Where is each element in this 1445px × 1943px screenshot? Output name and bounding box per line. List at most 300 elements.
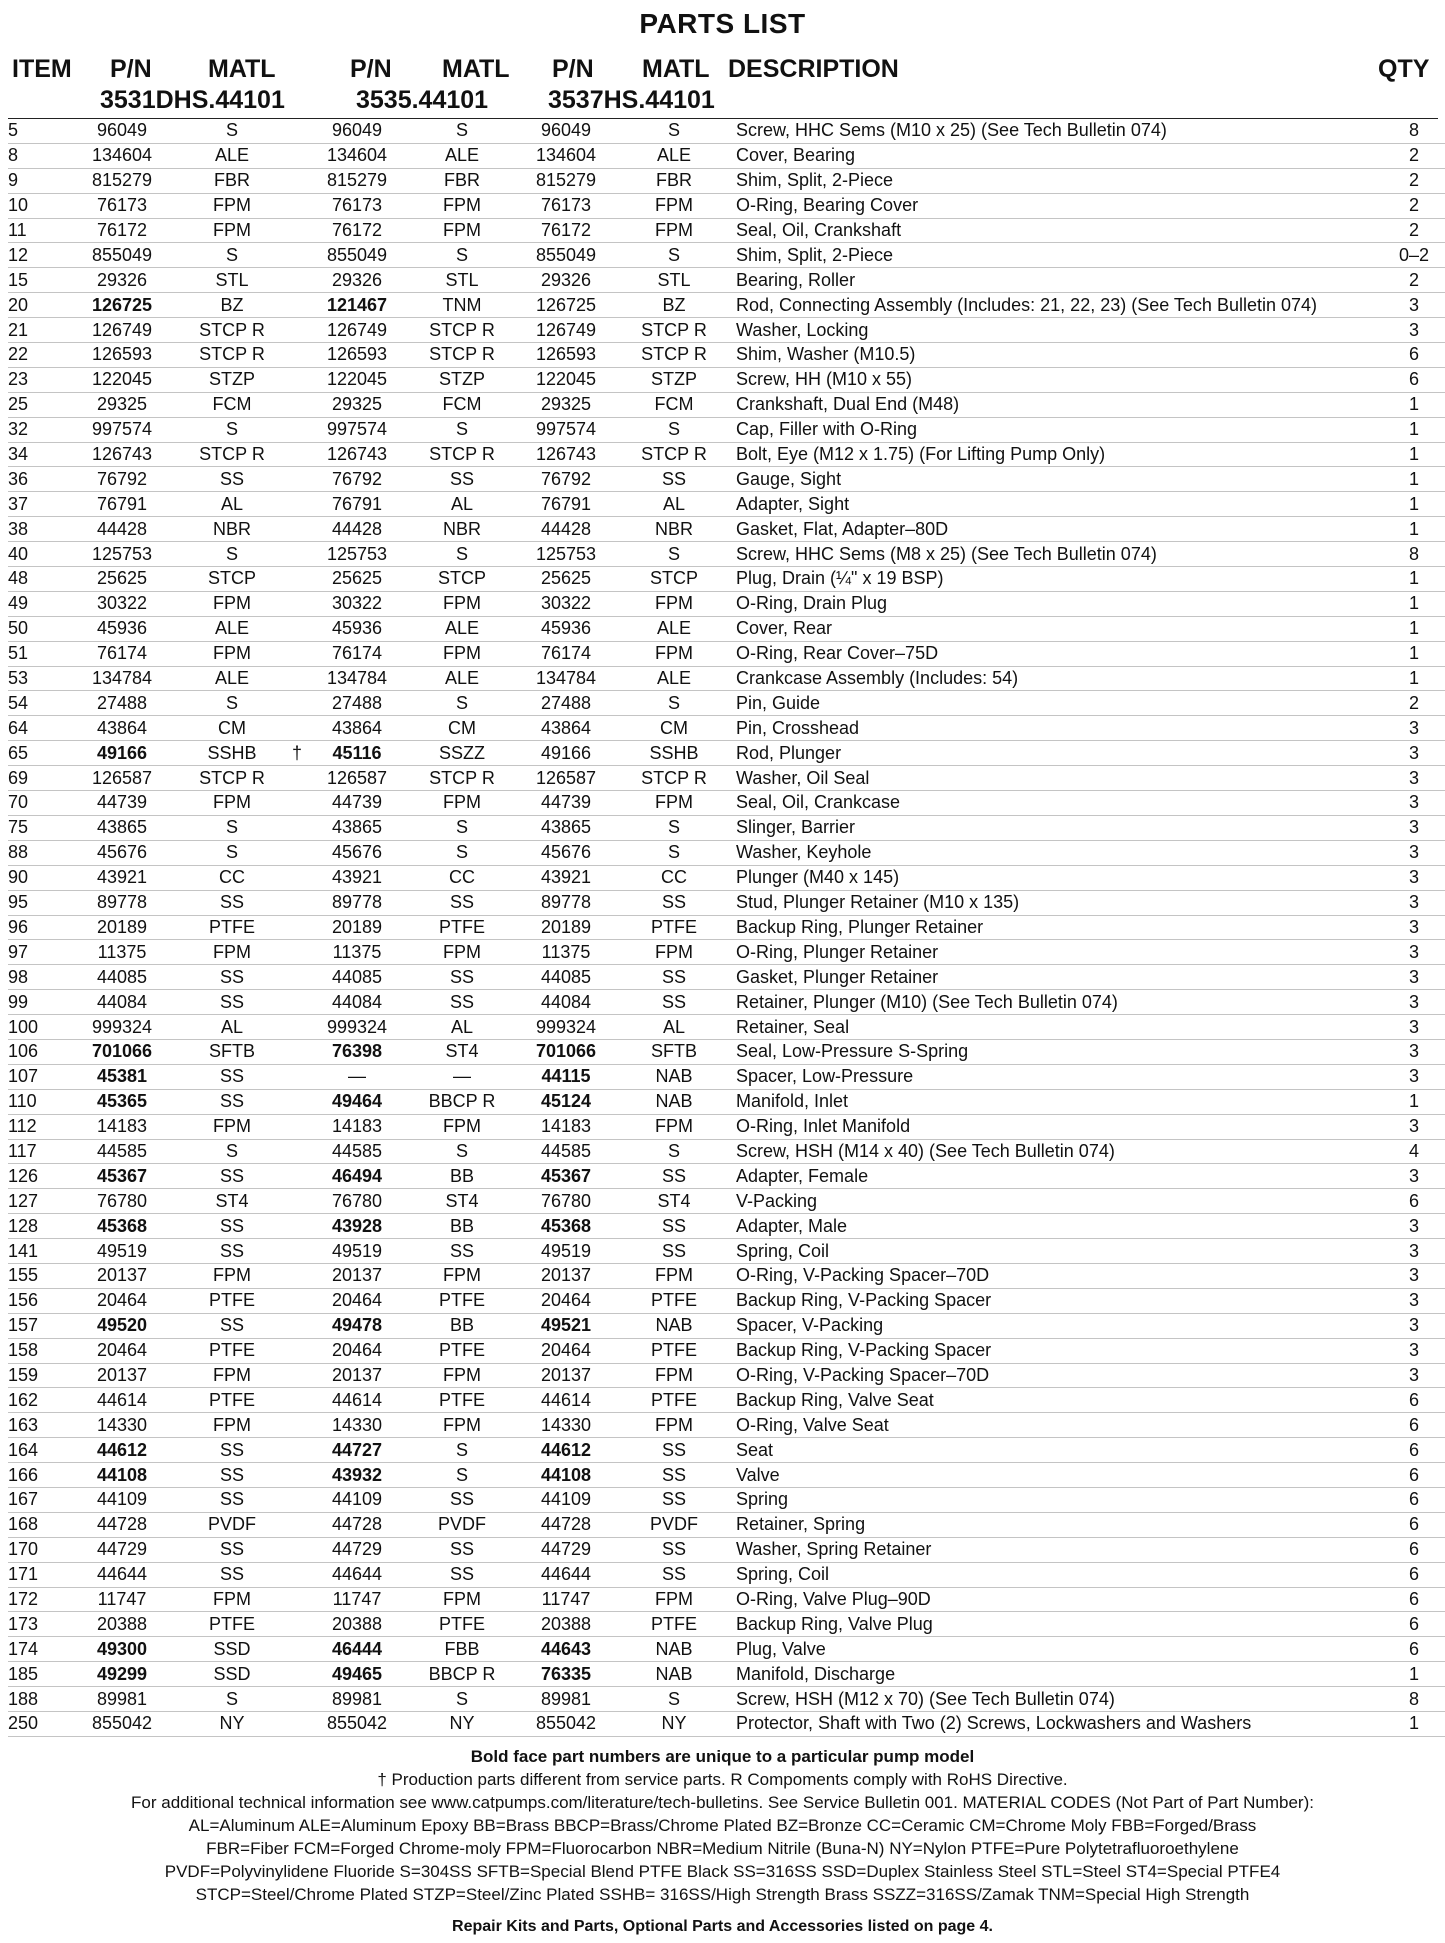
pn-3531-cell: 701066 xyxy=(66,1039,178,1064)
matl-3531-cell: STCP xyxy=(178,567,286,592)
description-cell: Slinger, Barrier xyxy=(728,815,1376,840)
dagger-cell xyxy=(286,293,308,318)
dagger-cell xyxy=(286,243,308,268)
repair-kits-note: Repair Kits and Parts, Optional Parts and Accessories listed on page 4. xyxy=(452,1918,993,1935)
matl-3537-cell: SS xyxy=(614,1487,728,1512)
pn-3531-cell: 20137 xyxy=(66,1363,178,1388)
item-cell: 164 xyxy=(8,1438,66,1463)
table-row xyxy=(8,193,1445,218)
matl-3535-cell: S xyxy=(406,1687,518,1712)
matl-3535-cell: SS xyxy=(406,1487,518,1512)
matl-3531-cell: STCP R xyxy=(178,318,286,343)
pn-3531-cell: 89981 xyxy=(66,1687,178,1712)
pn-3537-cell: 45936 xyxy=(518,616,614,641)
pn-3531-cell: 14183 xyxy=(66,1114,178,1139)
pn-3531-cell: 44585 xyxy=(66,1139,178,1164)
dagger-cell xyxy=(286,1263,308,1288)
item-cell: 155 xyxy=(8,1263,66,1288)
matl-3537-cell: PTFE xyxy=(614,1338,728,1363)
description-cell: Crankshaft, Dual End (M48) xyxy=(728,392,1376,417)
matl-3537-cell: BZ xyxy=(614,293,728,318)
matl-3537-cell: PTFE xyxy=(614,915,728,940)
matl-3531-cell: SSD xyxy=(178,1662,286,1687)
pn-3537-cell: 44108 xyxy=(518,1463,614,1488)
matl-3535-cell: BB xyxy=(406,1164,518,1189)
pn-3537-cell: 49521 xyxy=(518,1313,614,1338)
pn-3535-cell: 76792 xyxy=(308,467,406,492)
item-cell: 9 xyxy=(8,168,66,193)
pn-3537-cell: 125753 xyxy=(518,542,614,567)
qty-cell: 3 xyxy=(1376,791,1445,816)
matl-3535-cell: STZP xyxy=(406,367,518,392)
matl-3535-cell: SS xyxy=(406,1239,518,1264)
item-cell: 23 xyxy=(8,367,66,392)
matl-3531-cell: S xyxy=(178,815,286,840)
pn-3535-cell: 855049 xyxy=(308,243,406,268)
item-cell: 162 xyxy=(8,1388,66,1413)
matl-3537-cell: AL xyxy=(614,492,728,517)
pn-3535-cell: 14183 xyxy=(308,1114,406,1139)
pn-3535-cell: 46494 xyxy=(308,1164,406,1189)
matl-3531-cell: SS xyxy=(178,1562,286,1587)
pn-3535-cell: 44644 xyxy=(308,1562,406,1587)
qty-cell: 1 xyxy=(1376,641,1445,666)
dagger-cell xyxy=(286,1189,308,1214)
item-cell: 95 xyxy=(8,890,66,915)
dagger-cell xyxy=(286,517,308,542)
pn-3537-cell: 29326 xyxy=(518,268,614,293)
pn-3537-cell: 20388 xyxy=(518,1612,614,1637)
matl-3535-cell: SS xyxy=(406,1537,518,1562)
table-row xyxy=(8,517,1445,542)
matl-3531-cell: BZ xyxy=(178,293,286,318)
dagger-cell xyxy=(286,467,308,492)
matl-3535-cell: SS xyxy=(406,1562,518,1587)
matl-3535-cell: SS xyxy=(406,890,518,915)
qty-cell: 3 xyxy=(1376,1039,1445,1064)
qty-cell: 6 xyxy=(1376,343,1445,368)
matl-3537-cell: PTFE xyxy=(614,1388,728,1413)
pn-3531-cell: 89778 xyxy=(66,890,178,915)
item-cell: 168 xyxy=(8,1512,66,1537)
item-cell: 48 xyxy=(8,567,66,592)
matl-3531-cell: SS xyxy=(178,1438,286,1463)
pn-3537-cell: 20464 xyxy=(518,1288,614,1313)
pn-3531-cell: 20189 xyxy=(66,915,178,940)
table-row xyxy=(8,1687,1445,1712)
material-codes-line-1: AL=Aluminum ALE=Aluminum Epoxy BB=Brass BBCP=Brass/Chrome Plated BZ=Bronze CC=Ceramic CM=Chrome Moly FBB=Forged/Brass xyxy=(188,1816,1257,1835)
item-cell: 126 xyxy=(8,1164,66,1189)
qty-cell: 1 xyxy=(1376,666,1445,691)
matl-3535-cell: SSZZ xyxy=(406,741,518,766)
matl-3531-cell: NBR xyxy=(178,517,286,542)
pn-3531-cell: 11375 xyxy=(66,940,178,965)
description-cell: Backup Ring, Valve Seat xyxy=(728,1388,1376,1413)
pn-3535-cell: 43864 xyxy=(308,716,406,741)
dagger-cell xyxy=(286,1687,308,1712)
pn-3537-cell: 44115 xyxy=(518,1064,614,1089)
qty-cell: 2 xyxy=(1376,218,1445,243)
table-row xyxy=(8,1463,1445,1488)
matl-3531-cell: STCP R xyxy=(178,343,286,368)
description-cell: Pin, Crosshead xyxy=(728,716,1376,741)
matl-3535-cell: FPM xyxy=(406,791,518,816)
qty-cell: 3 xyxy=(1376,1313,1445,1338)
pn-3531-cell: 45368 xyxy=(66,1214,178,1239)
matl-3535-cell: S xyxy=(406,119,518,143)
item-cell: 34 xyxy=(8,442,66,467)
pn-3537-cell: 25625 xyxy=(518,567,614,592)
matl-3531-cell: SS xyxy=(178,890,286,915)
pn-3537-cell: 44729 xyxy=(518,1537,614,1562)
qty-cell: 3 xyxy=(1376,1263,1445,1288)
pn-3537-cell: 126725 xyxy=(518,293,614,318)
dagger-cell xyxy=(286,591,308,616)
pn-3535-cell: 46444 xyxy=(308,1637,406,1662)
pn-3531-cell: 49520 xyxy=(66,1313,178,1338)
dagger-cell xyxy=(286,1487,308,1512)
pn-3531-cell: 49299 xyxy=(66,1662,178,1687)
pn-3531-cell: 49300 xyxy=(66,1637,178,1662)
pn-3531-cell: 126743 xyxy=(66,442,178,467)
matl-3537-cell: NBR xyxy=(614,517,728,542)
pn-3535-cell: 20464 xyxy=(308,1288,406,1313)
description-cell: Adapter, Sight xyxy=(728,492,1376,517)
pn-3537-cell: 44085 xyxy=(518,965,614,990)
matl-3535-cell: AL xyxy=(406,1015,518,1040)
pn-3537-cell: 43921 xyxy=(518,865,614,890)
matl-3535-cell: FPM xyxy=(406,1263,518,1288)
qty-cell: 1 xyxy=(1376,1662,1445,1687)
table-row xyxy=(8,1662,1445,1687)
dagger-cell xyxy=(286,815,308,840)
matl-3537-cell: FPM xyxy=(614,218,728,243)
matl-3537-cell: SS xyxy=(614,1239,728,1264)
table-row xyxy=(8,1263,1445,1288)
dagger-cell xyxy=(286,1039,308,1064)
matl-3537-cell: FPM xyxy=(614,1363,728,1388)
matl-3535-cell: PTFE xyxy=(406,1388,518,1413)
pn-3535-cell: 43928 xyxy=(308,1214,406,1239)
pn-3531-cell: 29325 xyxy=(66,392,178,417)
matl-3531-cell: SS xyxy=(178,1487,286,1512)
matl-3535-cell: BB xyxy=(406,1214,518,1239)
dagger-cell xyxy=(286,1537,308,1562)
pn-3535-cell: 76174 xyxy=(308,641,406,666)
pn-3531-cell: 44614 xyxy=(66,1388,178,1413)
pn-3537-cell: 134604 xyxy=(518,143,614,168)
qty-cell: 1 xyxy=(1376,392,1445,417)
matl-3531-cell: FCM xyxy=(178,392,286,417)
pn-3537-cell: 44739 xyxy=(518,791,614,816)
description-cell: O-Ring, Plunger Retainer xyxy=(728,940,1376,965)
description-cell: Cover, Bearing xyxy=(728,143,1376,168)
description-cell: Backup Ring, Valve Plug xyxy=(728,1612,1376,1637)
matl-3537-cell: FPM xyxy=(614,1587,728,1612)
dagger-cell xyxy=(286,1338,308,1363)
matl-3537-cell: STCP xyxy=(614,567,728,592)
matl-3537-cell: SFTB xyxy=(614,1039,728,1064)
pn-3537-cell: 45124 xyxy=(518,1089,614,1114)
table-row xyxy=(8,1537,1445,1562)
pn-3535-cell: 45676 xyxy=(308,840,406,865)
dagger-cell xyxy=(286,791,308,816)
pn-3535-cell: 20137 xyxy=(308,1363,406,1388)
matl-3537-cell: FBR xyxy=(614,168,728,193)
pn-3537-cell: 44728 xyxy=(518,1512,614,1537)
pn-3537-cell: 44643 xyxy=(518,1637,614,1662)
pn-3531-cell: 20137 xyxy=(66,1263,178,1288)
matl-3535-cell: SS xyxy=(406,467,518,492)
qty-cell: 3 xyxy=(1376,1288,1445,1313)
matl-3531-cell: SS xyxy=(178,1164,286,1189)
dagger-cell xyxy=(286,442,308,467)
matl-3531-cell: SS xyxy=(178,467,286,492)
table-row xyxy=(8,1637,1445,1662)
table-row xyxy=(8,1413,1445,1438)
description-cell: Screw, HSH (M12 x 70) (See Tech Bulletin 074) xyxy=(728,1687,1376,1712)
item-cell: 163 xyxy=(8,1413,66,1438)
pn-3535-cell: 11375 xyxy=(308,940,406,965)
matl-3537-cell: ST4 xyxy=(614,1189,728,1214)
pn-3537-cell: 44428 xyxy=(518,517,614,542)
table-row xyxy=(8,1712,1445,1737)
qty-cell: 3 xyxy=(1376,940,1445,965)
pn-3535-cell: 44585 xyxy=(308,1139,406,1164)
qty-cell: 8 xyxy=(1376,119,1445,143)
table-row xyxy=(8,1438,1445,1463)
item-cell: 70 xyxy=(8,791,66,816)
pn-3537-cell: 43865 xyxy=(518,815,614,840)
matl-3531-cell: SS xyxy=(178,1214,286,1239)
qty-cell: 3 xyxy=(1376,965,1445,990)
item-cell: 10 xyxy=(8,193,66,218)
pn-3537-cell: 20137 xyxy=(518,1263,614,1288)
matl-3537-cell: ALE xyxy=(614,616,728,641)
item-cell: 75 xyxy=(8,815,66,840)
matl-3535-cell: S xyxy=(406,1438,518,1463)
qty-cell: 1 xyxy=(1376,567,1445,592)
matl-3535-cell: STCP R xyxy=(406,343,518,368)
qty-cell: 1 xyxy=(1376,517,1445,542)
matl-3535-cell: PTFE xyxy=(406,1612,518,1637)
matl-3537-cell: PTFE xyxy=(614,1612,728,1637)
qty-cell: 6 xyxy=(1376,1438,1445,1463)
dagger-cell xyxy=(286,1388,308,1413)
matl-3537-cell: FPM xyxy=(614,193,728,218)
item-cell: 174 xyxy=(8,1637,66,1662)
dagger-cell xyxy=(286,417,308,442)
table-row xyxy=(8,318,1445,343)
table-row xyxy=(8,716,1445,741)
pn-3535-cell: 49519 xyxy=(308,1239,406,1264)
item-cell: 117 xyxy=(8,1139,66,1164)
table-row xyxy=(8,1587,1445,1612)
matl-3531-cell: FPM xyxy=(178,591,286,616)
qty-cell: 4 xyxy=(1376,1139,1445,1164)
pn-3537-cell: 76792 xyxy=(518,467,614,492)
pn-3535-cell: 45116 xyxy=(308,741,406,766)
matl-3537-cell: FPM xyxy=(614,1263,728,1288)
matl-3537-cell: FPM xyxy=(614,940,728,965)
item-cell: 128 xyxy=(8,1214,66,1239)
pn-3535-cell: 999324 xyxy=(308,1015,406,1040)
description-cell: Seal, Oil, Crankshaft xyxy=(728,218,1376,243)
item-cell: 107 xyxy=(8,1064,66,1089)
description-cell: Spring, Coil xyxy=(728,1562,1376,1587)
matl-3537-cell: ALE xyxy=(614,666,728,691)
pn-3537-cell: 49519 xyxy=(518,1239,614,1264)
matl-3535-cell: SS xyxy=(406,990,518,1015)
dagger-cell xyxy=(286,1164,308,1189)
table-row xyxy=(8,1064,1445,1089)
pn-3537-cell: 14183 xyxy=(518,1114,614,1139)
description-cell: Plug, Valve xyxy=(728,1637,1376,1662)
table-row xyxy=(8,1015,1445,1040)
pn-3537-cell: 44614 xyxy=(518,1388,614,1413)
qty-cell: 3 xyxy=(1376,766,1445,791)
pn-3537-cell: 49166 xyxy=(518,741,614,766)
pn-3531-cell: 25625 xyxy=(66,567,178,592)
page-title: PARTS LIST xyxy=(639,8,806,39)
pn-3535-cell: 125753 xyxy=(308,542,406,567)
dagger-cell xyxy=(286,1662,308,1687)
description-cell: Gasket, Flat, Adapter–80D xyxy=(728,517,1376,542)
description-cell: Adapter, Female xyxy=(728,1164,1376,1189)
qty-cell: 2 xyxy=(1376,168,1445,193)
dagger-cell: † xyxy=(286,741,308,766)
matl-3535-cell: CC xyxy=(406,865,518,890)
qty-cell: 3 xyxy=(1376,890,1445,915)
matl-3535-cell: S xyxy=(406,691,518,716)
item-cell: 36 xyxy=(8,467,66,492)
table-row xyxy=(8,1089,1445,1114)
dagger-cell xyxy=(286,1214,308,1239)
qty-cell: 6 xyxy=(1376,1562,1445,1587)
table-row xyxy=(8,1487,1445,1512)
matl-3531-cell: SS xyxy=(178,990,286,1015)
description-cell: Seal, Low-Pressure S-Spring xyxy=(728,1039,1376,1064)
description-cell: Backup Ring, V-Packing Spacer xyxy=(728,1288,1376,1313)
description-cell: Washer, Spring Retainer xyxy=(728,1537,1376,1562)
pn-3535-cell: 121467 xyxy=(308,293,406,318)
item-cell: 64 xyxy=(8,716,66,741)
pn-3535-cell: 89778 xyxy=(308,890,406,915)
pn-3531-cell: 855049 xyxy=(66,243,178,268)
matl-3535-cell: FPM xyxy=(406,1114,518,1139)
pn-3537-cell: 76174 xyxy=(518,641,614,666)
matl-3531-cell: FPM xyxy=(178,1114,286,1139)
item-cell: 54 xyxy=(8,691,66,716)
pn-3531-cell: 30322 xyxy=(66,591,178,616)
header-model-1: 3531DHS.44101 xyxy=(100,86,285,114)
description-cell: Cap, Filler with O-Ring xyxy=(728,417,1376,442)
qty-cell: 6 xyxy=(1376,367,1445,392)
matl-3531-cell: STCP R xyxy=(178,442,286,467)
description-cell: Backup Ring, Plunger Retainer xyxy=(728,915,1376,940)
qty-cell: 3 xyxy=(1376,1239,1445,1264)
matl-3535-cell: NY xyxy=(406,1712,518,1737)
pn-3537-cell: 89778 xyxy=(518,890,614,915)
dagger-cell xyxy=(286,1089,308,1114)
matl-3537-cell: S xyxy=(614,815,728,840)
table-header-row-2 xyxy=(0,86,1445,116)
pn-3531-cell: 49166 xyxy=(66,741,178,766)
item-cell: 167 xyxy=(8,1487,66,1512)
item-cell: 51 xyxy=(8,641,66,666)
dagger-cell xyxy=(286,915,308,940)
matl-3535-cell: NBR xyxy=(406,517,518,542)
pn-3535-cell: 855042 xyxy=(308,1712,406,1737)
item-cell: 112 xyxy=(8,1114,66,1139)
header-matl-1: MATL xyxy=(208,55,276,83)
pn-3531-cell: 122045 xyxy=(66,367,178,392)
item-cell: 22 xyxy=(8,343,66,368)
matl-3535-cell: STCP R xyxy=(406,442,518,467)
pn-3531-cell: 76173 xyxy=(66,193,178,218)
matl-3537-cell: PVDF xyxy=(614,1512,728,1537)
matl-3531-cell: SS xyxy=(178,1239,286,1264)
qty-cell: 6 xyxy=(1376,1189,1445,1214)
description-cell: Retainer, Plunger (M10) (See Tech Bulletin 074) xyxy=(728,990,1376,1015)
pn-3535-cell: 134784 xyxy=(308,666,406,691)
dagger-cell xyxy=(286,1114,308,1139)
matl-3535-cell: ST4 xyxy=(406,1189,518,1214)
matl-3535-cell: AL xyxy=(406,492,518,517)
qty-cell: 6 xyxy=(1376,1463,1445,1488)
item-cell: 8 xyxy=(8,143,66,168)
matl-3531-cell: SS xyxy=(178,1064,286,1089)
pn-3531-cell: 76172 xyxy=(66,218,178,243)
pn-3535-cell: 76173 xyxy=(308,193,406,218)
item-cell: 188 xyxy=(8,1687,66,1712)
matl-3537-cell: NAB xyxy=(614,1064,728,1089)
dagger-cell xyxy=(286,1064,308,1089)
matl-3531-cell: PTFE xyxy=(178,1338,286,1363)
dagger-cell xyxy=(286,1463,308,1488)
dagger-cell xyxy=(286,1288,308,1313)
header-pn-1: P/N xyxy=(110,55,152,83)
description-cell: Washer, Locking xyxy=(728,318,1376,343)
dagger-cell xyxy=(286,666,308,691)
pn-3531-cell: 45365 xyxy=(66,1089,178,1114)
dagger-cell xyxy=(286,890,308,915)
pn-3535-cell: 44727 xyxy=(308,1438,406,1463)
pn-3535-cell: 11747 xyxy=(308,1587,406,1612)
description-cell: Plunger (M40 x 145) xyxy=(728,865,1376,890)
item-cell: 158 xyxy=(8,1338,66,1363)
pn-3537-cell: 27488 xyxy=(518,691,614,716)
parts-table xyxy=(8,119,1445,1737)
dagger-cell xyxy=(286,716,308,741)
matl-3537-cell: FCM xyxy=(614,392,728,417)
matl-3531-cell: STZP xyxy=(178,367,286,392)
pn-3537-cell: 126593 xyxy=(518,343,614,368)
dagger-cell xyxy=(286,1612,308,1637)
table-row xyxy=(8,641,1445,666)
dagger-cell xyxy=(286,492,308,517)
matl-3531-cell: ST4 xyxy=(178,1189,286,1214)
pn-3531-cell: 44739 xyxy=(66,791,178,816)
dagger-cell xyxy=(286,965,308,990)
matl-3537-cell: STCP R xyxy=(614,343,728,368)
pn-3535-cell: 44614 xyxy=(308,1388,406,1413)
description-cell: Bearing, Roller xyxy=(728,268,1376,293)
qty-cell: 2 xyxy=(1376,143,1445,168)
pn-3535-cell: 997574 xyxy=(308,417,406,442)
matl-3535-cell: FPM xyxy=(406,1413,518,1438)
pn-3531-cell: 997574 xyxy=(66,417,178,442)
